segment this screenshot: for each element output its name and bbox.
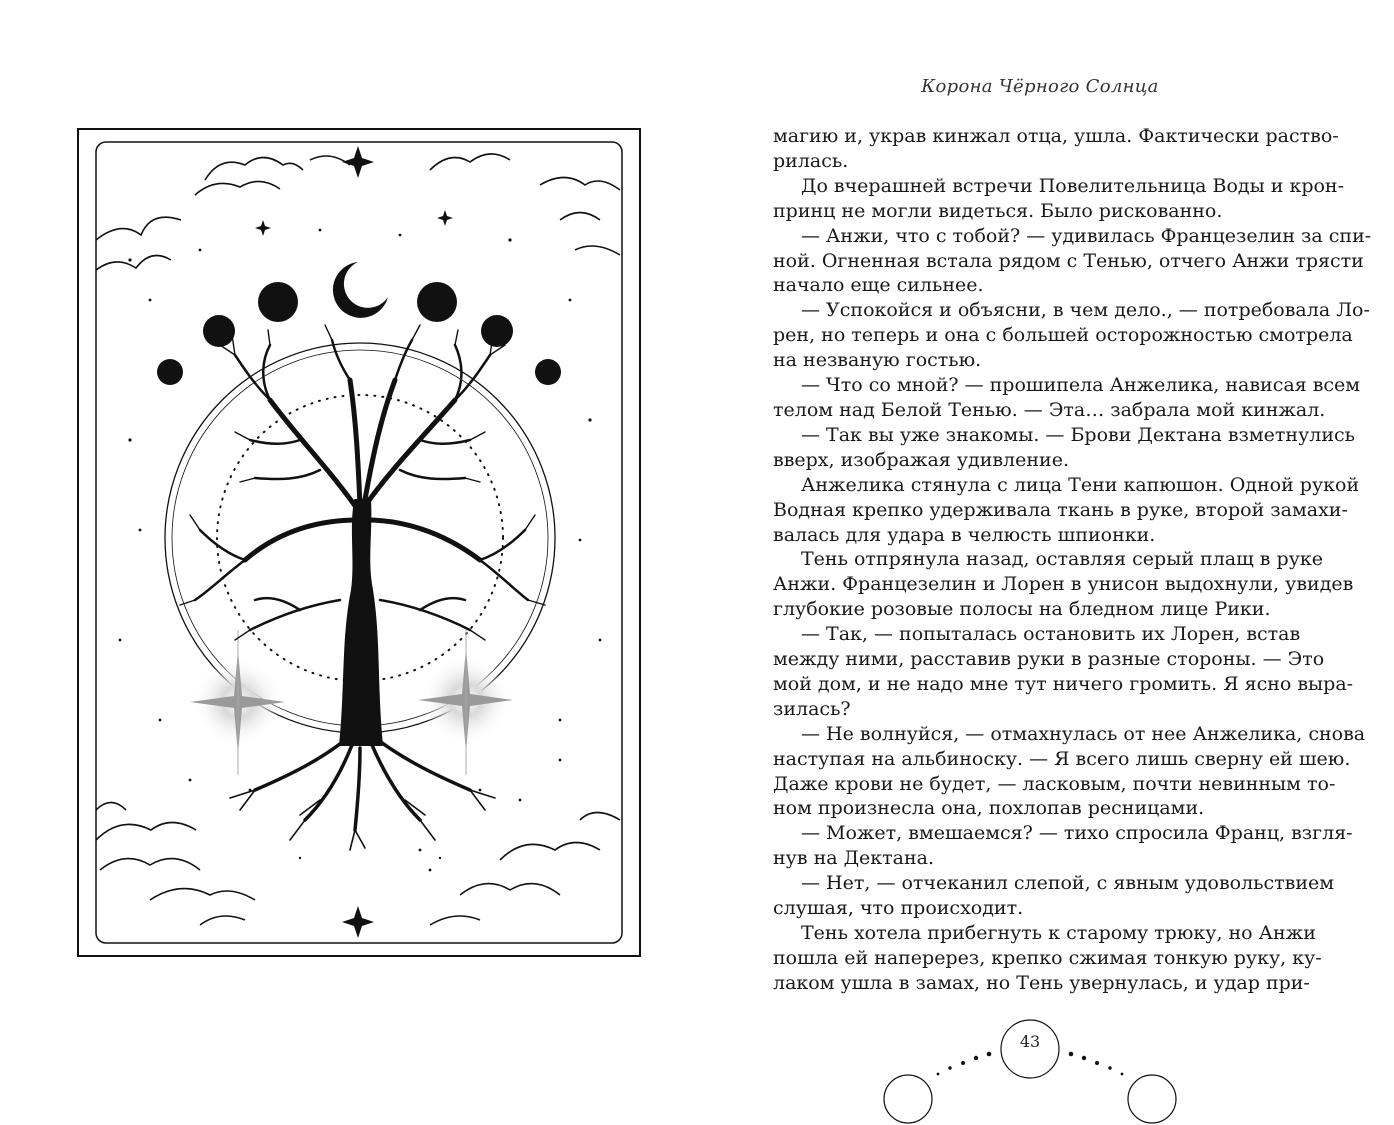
text-line: мой дом, и не надо мне тут ничего громить. Я ясно выра- [773, 672, 1354, 695]
text-line: нув на Дектана. [773, 847, 935, 870]
crescent-moon-icon [333, 262, 388, 318]
text-line: — Анжи, что с тобой? — удивилась Францезелин за спи- [801, 224, 1372, 247]
cloud-icon [430, 813, 620, 926]
text-line: ной. Огненная встала рядом с Тенью, отчего Анжи трясти [773, 249, 1364, 272]
text-line: принц не могли видеться. Было рискованно. [773, 199, 1223, 222]
sparkle-star-icon [418, 630, 513, 775]
text-line: Даже крови не будет, — ласковым, почти невинным то- [773, 772, 1336, 795]
text-line: — Может, вмешаемся? — тихо спросила Франц, взгля- [801, 822, 1353, 845]
sparkle-star-icon [255, 210, 453, 236]
text-line: — Успокойся и объясни, в чем дело., — потребовала Ло- [801, 299, 1370, 322]
dot-arc-left [937, 1052, 992, 1076]
text-line: Анжи. Францезелин и Лорен в унисон выдохнули, увидев [773, 573, 1354, 596]
text-line: До вчерашней встречи Повелительница Воды и крон- [801, 174, 1345, 197]
tree-of-life-icon [180, 325, 545, 850]
page-number: 43 [1019, 1032, 1041, 1051]
moon-phases-icon [157, 282, 561, 385]
text-line: на незваную гостью. [773, 349, 982, 372]
sparkle-star-icon [190, 630, 285, 775]
text-line: пошла ей наперерез, крепко сжимая тонкую руку, ку- [773, 946, 1322, 969]
text-line: между ними, расставив руки в разные стороны. — Это [773, 648, 1325, 671]
text-line: телом над Белой Тенью. — Эта… забрала мой кинжал. [773, 398, 1326, 421]
text-line: — Не волнуйся, — отмахнулась от нее Анжелика, снова [801, 722, 1366, 745]
text-line: Водная крепко удерживала ткань в руке, второй замахи- [773, 498, 1348, 521]
text-line: рен, но теперь и она с большей осторожностью смотрела [773, 324, 1353, 347]
cloud-icon [430, 154, 620, 255]
text-line: Тень хотела прибегнуть к старому трюку, но Анжи [801, 922, 1316, 944]
text-line: Анжелика стянула с лица Тени капюшон. Одной рукой [801, 473, 1360, 496]
text-line: валась для удара в челюсть шпионки. [773, 523, 1156, 546]
text-line: начало еще сильнее. [773, 274, 984, 297]
cloud-icon [96, 156, 350, 270]
dot-arc-right [1069, 1052, 1124, 1076]
text-line: ном произнесла она, похлопав ресницами. [773, 797, 1205, 820]
running-header: Корона Чёрного Солнца [921, 76, 1159, 97]
left-circle [884, 1075, 932, 1123]
text-line: глубокие розовые полосы на бледном лице Рики. [773, 598, 1271, 621]
text-line: слушая, что происходит. [773, 897, 1024, 920]
body-text [773, 124, 1372, 1014]
text-line: магию и, украв кинжал отца, ушла. Фактически раство- [773, 125, 1339, 147]
right-circle [1128, 1075, 1176, 1123]
text-line: рилась. [773, 149, 849, 172]
text-line: лаком ушла в замах, но Тень увернулась, и удар при- [773, 971, 1310, 994]
text-line: — Так, — попыталась остановить их Лорен, встав [801, 623, 1301, 646]
text-line: зилась? [773, 697, 851, 720]
sparkle-star-icon [342, 906, 374, 938]
text-line: вверх, изображая удивление. [773, 448, 1069, 471]
text-line: — Нет, — отчеканил слепой, с явным удовольствием [801, 872, 1335, 895]
text-line: — Так вы уже знакомы. — Брови Дектана взметнулись [801, 423, 1355, 446]
cloud-icon [96, 803, 255, 926]
text-line: наступая на альбиноску. — Я всего лишь сверну ей шею. [773, 747, 1351, 770]
text-line: — Что со мной? — прошипела Анжелика, нависая всем [801, 374, 1361, 397]
text-line: Тень отпрянула назад, оставляя серый плащ в руке [801, 548, 1323, 571]
